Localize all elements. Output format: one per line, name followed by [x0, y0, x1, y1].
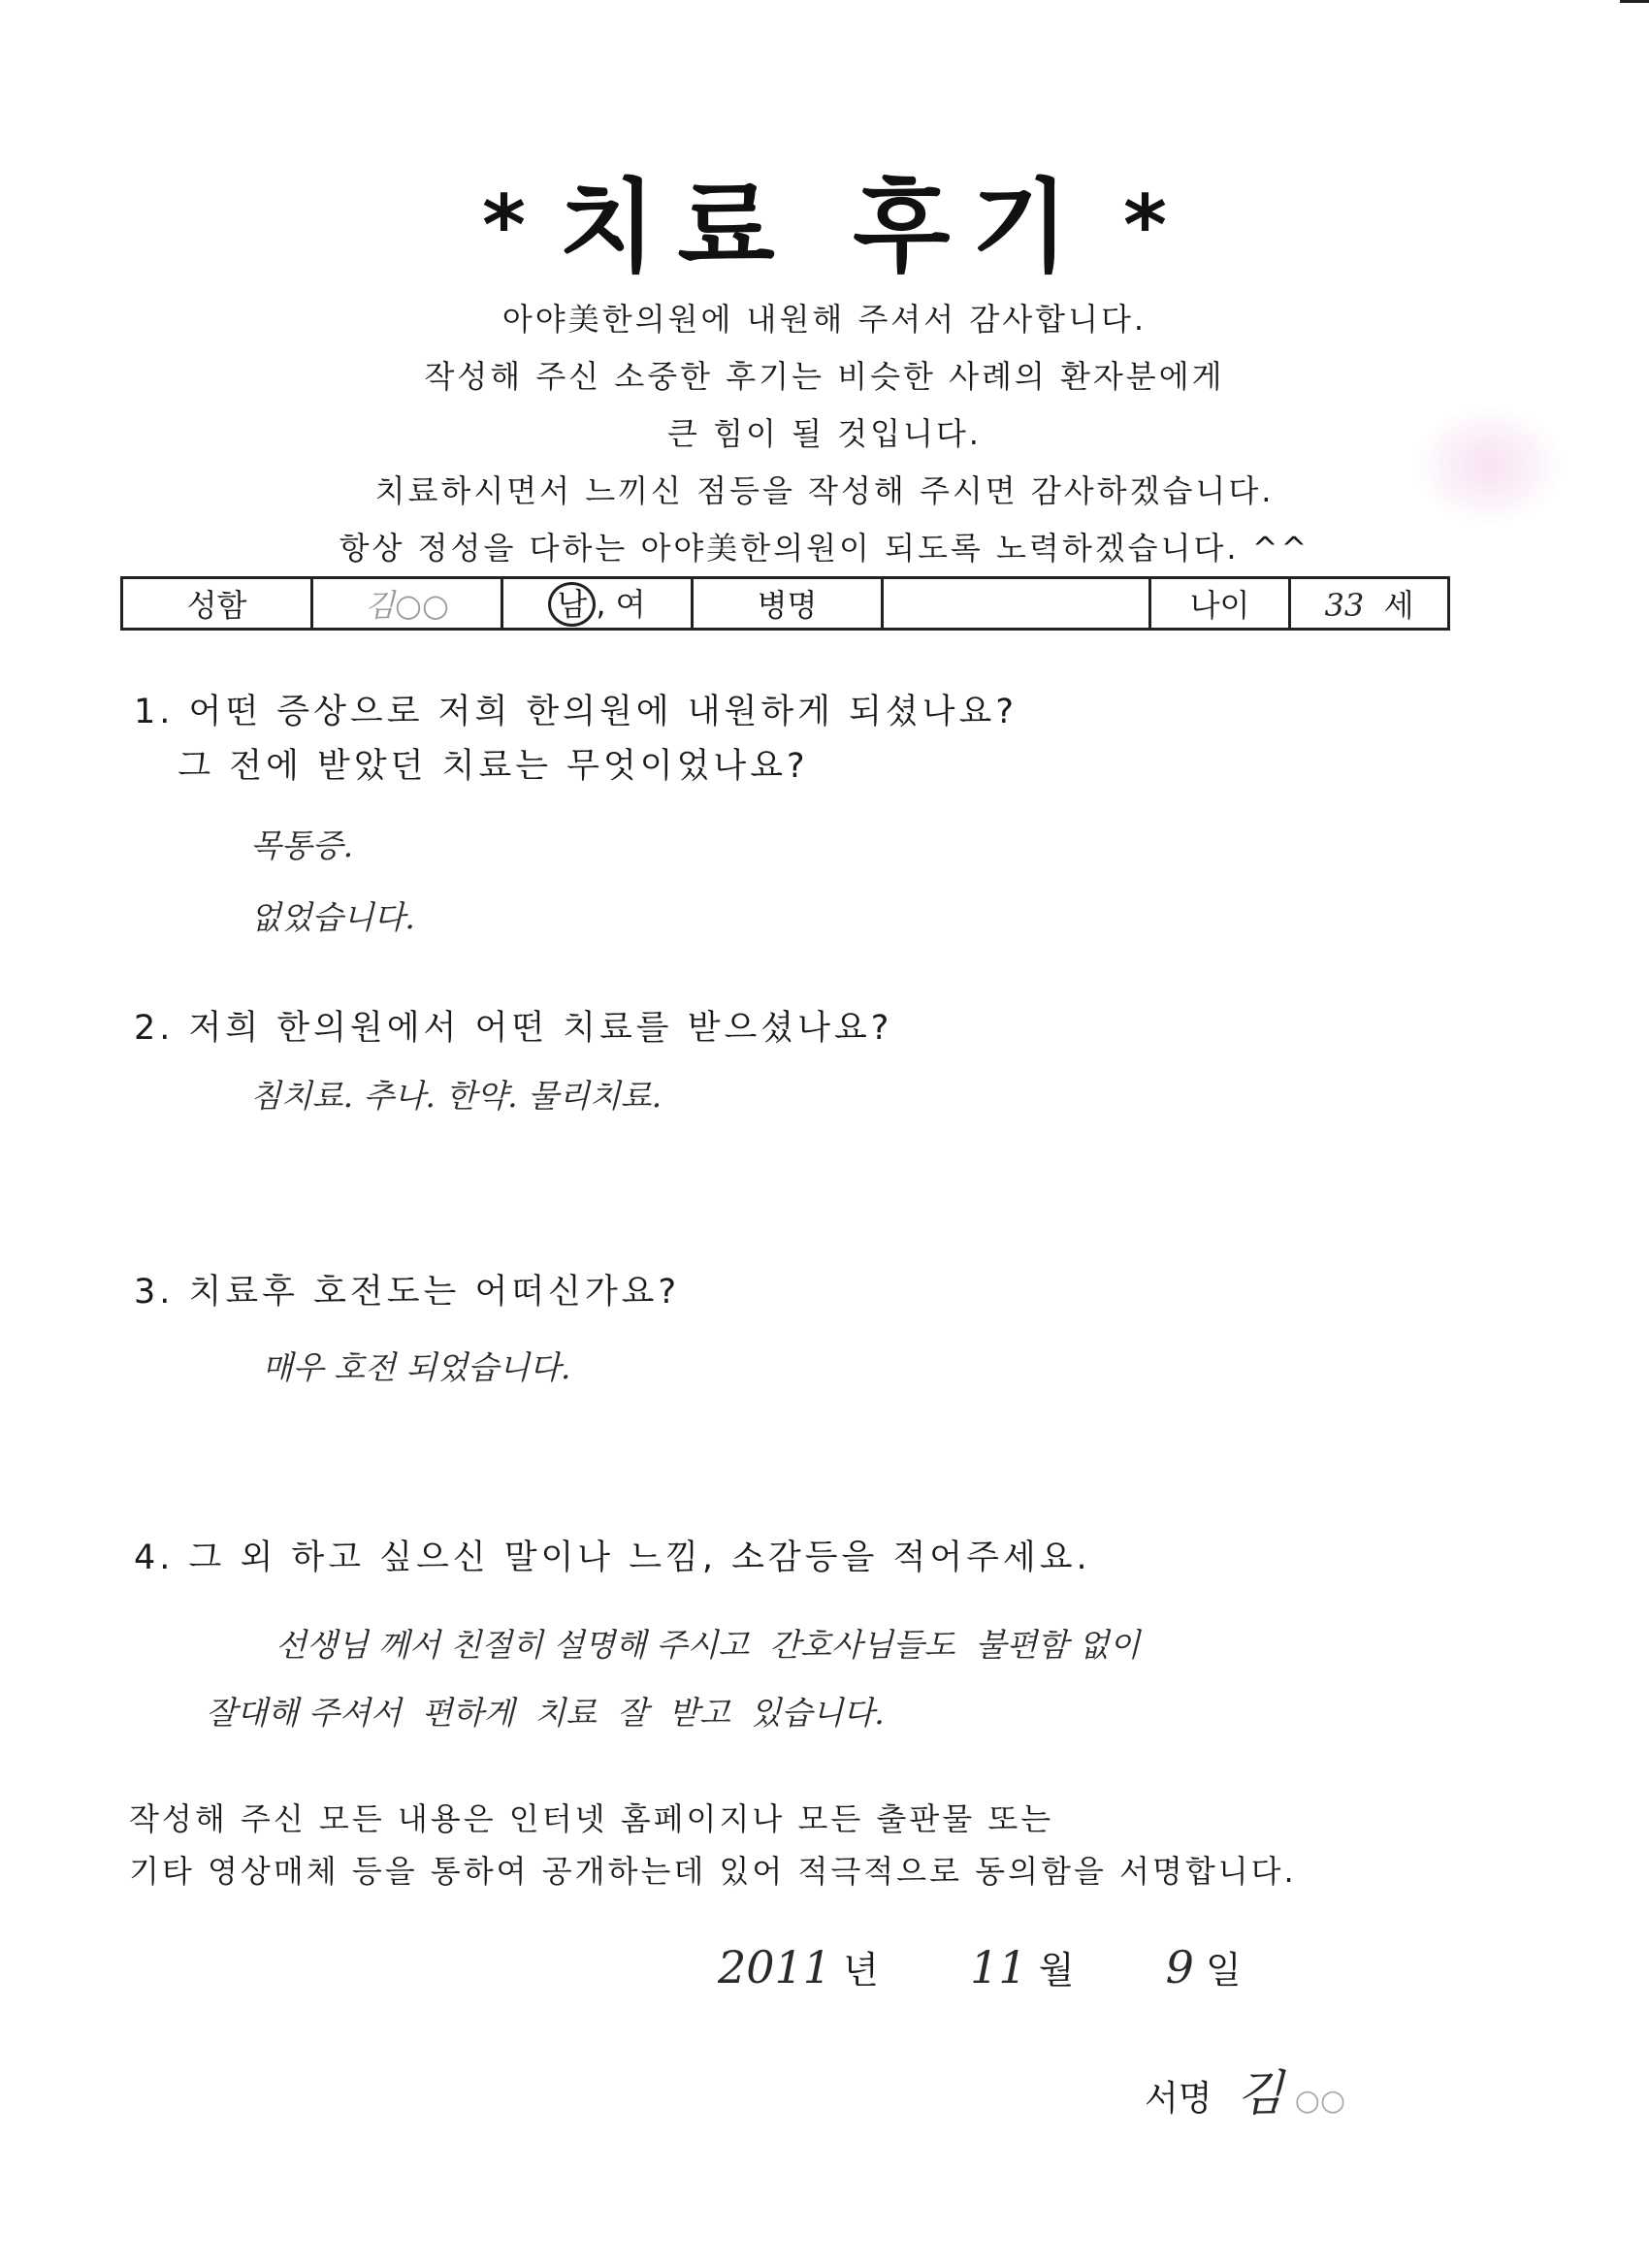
question-line: 4. 그 외 하고 싶으신 말이나 느낌, 소감등을 적어주세요. [134, 1539, 1091, 1577]
diagnosis-label: 병명 [693, 578, 883, 630]
title-text: 치료 후기 [558, 168, 1091, 286]
gender-separator: , [596, 586, 616, 623]
gender-female: 여 [615, 586, 646, 623]
patient-info-table [120, 576, 1450, 631]
age-label: 나이 [1150, 578, 1290, 630]
diagnosis-value [883, 578, 1150, 630]
name-value-blurred: ○○ [395, 587, 449, 624]
date-year: 2011 [718, 1941, 832, 1993]
question-line: 1. 어떤 증상으로 저희 한의원에 내원하게 되셨나요? [134, 693, 1018, 731]
date-row [718, 1940, 1242, 1993]
age-unit: 세 [1383, 587, 1414, 624]
gender-male-circled: 남 [548, 582, 596, 627]
form-title [0, 146, 1649, 291]
name-value-cell [312, 578, 502, 630]
question-4 [134, 1531, 1091, 1585]
consent-line: 작성해 주신 모든 내용은 인터넷 홈페이지나 모든 출판물 또는 [129, 1800, 1054, 1837]
date-month: 11 [970, 1941, 1027, 1993]
intro-line: 항상 정성을 다하는 아야美한의원이 되도록 노력하겠습니다. ^^ [339, 530, 1310, 567]
consent-statement [129, 1793, 1297, 1897]
answer-2: 침치료. 추나. 한약. 물리치료. [250, 1077, 663, 1115]
age-value: 33 [1324, 587, 1365, 624]
signature-value: 김 [1237, 2065, 1284, 2122]
signature-row [1145, 2055, 1345, 2124]
consent-line: 기타 영상매체 등을 통하여 공개하는데 있어 적극적으로 동의함을 서명합니다. [129, 1853, 1297, 1890]
question-3 [134, 1265, 680, 1319]
signature-label: 서명 [1145, 2079, 1212, 2119]
name-value: 김 [365, 587, 396, 624]
date-day-label: 일 [1206, 1949, 1242, 1992]
intro-line: 치료하시면서 느끼신 점등을 작성해 주시면 감사하겠습니다. [374, 472, 1275, 509]
date-month-label: 월 [1038, 1949, 1075, 1992]
age-cell [1290, 578, 1449, 630]
scan-corner-mark [1620, 0, 1649, 3]
intro-line: 작성해 주신 소중한 후기는 비슷한 사례의 환자분에게 [424, 358, 1225, 395]
star-left-icon: * [481, 178, 526, 275]
answer-3: 매우 호전 되었습니다. [262, 1348, 571, 1386]
table-row [122, 578, 1449, 630]
intro-line: 아야美한의원에 내원해 주셔서 감사합니다. [501, 301, 1148, 338]
answer-1-line-1: 목통증. [250, 826, 354, 864]
answer-4-line-1: 선생님 께서 친절히 설명해 주시고 간호사님들도 불편함 없이 [275, 1626, 1141, 1664]
ink-stain [1416, 407, 1562, 524]
date-day: 9 [1165, 1941, 1194, 1993]
answer-1-line-2: 없었습니다. [250, 898, 415, 936]
question-1 [134, 685, 1018, 794]
question-line: 그 전에 받았던 치료는 무엇이었나요? [134, 747, 809, 786]
intro-line: 큰 힘이 될 것입니다. [667, 415, 982, 452]
answer-4-line-2: 잘대해 주셔서 편하게 치료 잘 받고 있습니다. [206, 1694, 885, 1732]
question-2 [134, 1001, 892, 1055]
intro-text [0, 291, 1649, 577]
signature-blurred: ○○ [1294, 2084, 1346, 2118]
name-label: 성함 [122, 578, 312, 630]
date-year-label: 년 [843, 1949, 879, 1992]
star-right-icon: * [1123, 178, 1168, 275]
question-line: 3. 치료후 호전도는 어떠신가요? [134, 1273, 681, 1312]
question-line: 2. 저희 한의원에서 어떤 치료를 받으셨나요? [134, 1009, 893, 1048]
gender-cell [502, 578, 693, 630]
